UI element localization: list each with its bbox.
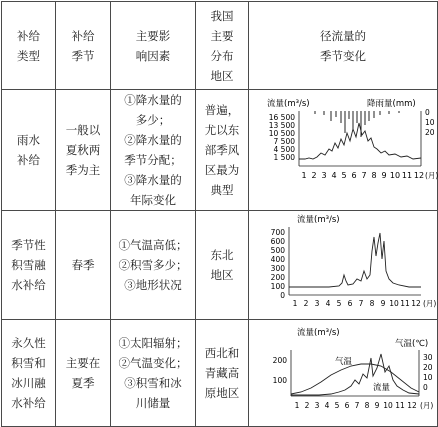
glacier-month-tick: 7 <box>354 401 360 410</box>
snowmelt-y-ticks <box>271 228 286 300</box>
glacier-y2-tick: 20 <box>423 363 433 372</box>
rain-month-unit: (月) <box>425 170 438 180</box>
glacier-month-tick: 5 <box>334 401 340 410</box>
glacier-y2-tick: 30 <box>423 353 433 362</box>
row-snowmelt-season: 春季 <box>56 211 111 320</box>
rain-y-tick: 10 500 <box>268 128 295 138</box>
glacier-y2-tick: 0 <box>423 383 428 392</box>
glacier-y-ticks <box>273 356 288 385</box>
snowmelt-month-tick: 6 <box>347 299 353 308</box>
rain-y2-tick: 20 <box>425 127 435 137</box>
header-seasonal-change: 径流量的 季节变化 <box>249 2 438 90</box>
glacier-month-tick: 9 <box>374 401 380 410</box>
glacier-month-tick: 1 <box>294 401 300 410</box>
rain-month-tick: 10 <box>389 170 401 180</box>
rain-month-tick: 3 <box>321 170 327 180</box>
rain-y2-tick: 0 <box>425 107 430 117</box>
rain-y-label: 流量(m³/s) <box>267 98 310 109</box>
glacier-runoff-chart <box>249 320 438 420</box>
row-snowmelt-region: 东北 地区 <box>196 211 249 320</box>
glacier-month-tick: 6 <box>344 401 350 410</box>
rain-y-ticks <box>269 113 295 162</box>
row-glacier-factors: ①太阳辐射； ②气温变化； ③积雪和冰 川储量 <box>111 320 196 427</box>
glacier-month-tick: 2 <box>304 401 310 410</box>
rain-y-tick: 16 500 <box>268 112 295 122</box>
snowmelt-y-tick: 500 <box>270 246 285 255</box>
runoff-supply-table <box>1 1 438 427</box>
snowmelt-y-tick: 700 <box>270 228 285 237</box>
table-row <box>2 90 438 211</box>
glacier-y-tick: 100 <box>272 376 287 385</box>
glacier-month-tick: 4 <box>324 401 330 410</box>
rain-month-tick: 7 <box>361 170 367 180</box>
table-row <box>2 211 438 320</box>
row-snowmelt-factors: ①气温高低； ②积雪多少； ③地形状况 <box>111 211 196 320</box>
rain-month-tick: 8 <box>371 170 377 180</box>
rain-month-tick: 4 <box>331 170 337 180</box>
row-rain-season: 一般以 夏秋两 季为主 <box>56 90 111 211</box>
table-row <box>2 320 438 427</box>
glacier-temp-series-label: 气温 <box>335 357 353 367</box>
glacier-month-tick: 3 <box>314 401 320 410</box>
rain-y-tick: 1 500 <box>273 152 295 162</box>
glacier-y2-ticks <box>423 353 433 392</box>
glacier-x-ticks <box>295 401 417 410</box>
snowmelt-chart-cell <box>249 211 438 320</box>
snowmelt-month-tick: 1 <box>292 299 298 308</box>
row-rain-factors: ①降水量的 多少； ②降水量的 季节分配； ③降水量的 年际变化 <box>111 90 196 211</box>
snowmelt-month-tick: 2 <box>303 299 309 308</box>
snowmelt-runoff-chart <box>249 211 438 313</box>
snowmelt-month-tick: 5 <box>336 299 342 308</box>
rain-month-tick: 6 <box>351 170 357 180</box>
rain-month-tick: 9 <box>381 170 387 180</box>
rain-month-tick: 12 <box>413 170 425 180</box>
glacier-month-tick: 11 <box>395 401 405 410</box>
glacier-flow-curve <box>291 354 419 395</box>
snowmelt-y-tick: 100 <box>270 282 285 291</box>
row-glacier-season: 主要在 夏季 <box>56 320 111 427</box>
snowmelt-month-tick: 4 <box>325 299 331 308</box>
rain-x-ticks <box>301 171 424 180</box>
header-row <box>2 2 438 90</box>
glacier-y2-label: 气温(℃) <box>395 339 429 349</box>
rain-flow-curve <box>299 123 421 159</box>
rain-month-tick: 1 <box>301 170 307 180</box>
glacier-month-unit: (月) <box>420 401 434 410</box>
rain-y-tick: 4 500 <box>273 144 295 154</box>
rain-y-tick: 13 500 <box>268 120 295 130</box>
glacier-temp-curve <box>291 364 419 394</box>
snowmelt-y-tick: 300 <box>270 264 285 273</box>
rain-y2-ticks <box>425 108 435 137</box>
row-glacier-type: 永久性 积雪和 冰川融 水补给 <box>2 320 56 427</box>
glacier-y2-tick: 10 <box>423 373 433 382</box>
snowmelt-month-unit: (月) <box>423 299 437 308</box>
snowmelt-y-tick: 400 <box>270 255 285 264</box>
rain-y-tick: 7 500 <box>273 136 295 146</box>
glacier-y-tick: 200 <box>272 356 287 365</box>
snowmelt-month-tick: 8 <box>369 299 375 308</box>
rain-chart-cell <box>249 90 438 211</box>
rain-month-tick: 11 <box>401 170 413 180</box>
row-snowmelt-type: 季节性 积雪融 水补给 <box>2 211 56 320</box>
snowmelt-y-tick: 600 <box>270 237 285 246</box>
glacier-month-tick: 12 <box>407 401 417 410</box>
snowmelt-month-tick: 12 <box>411 299 421 308</box>
glacier-y-label: 流量(m³/s) <box>297 328 340 338</box>
snowmelt-y-tick: 200 <box>270 273 285 282</box>
glacier-month-tick: 8 <box>364 401 370 410</box>
header-supply-season: 补给 季节 <box>56 2 111 90</box>
row-rain-region: 普遍， 尤以东 部季风 区最为 典型 <box>196 90 249 211</box>
rain-month-tick: 5 <box>341 170 347 180</box>
snowmelt-month-tick: 9 <box>380 299 386 308</box>
row-glacier-region: 西北和 青藏高 原地区 <box>196 320 249 427</box>
snowmelt-month-tick: 7 <box>358 299 364 308</box>
snowmelt-y-tick: 0 <box>280 291 285 300</box>
snowmelt-flow-curve <box>289 233 421 287</box>
snowmelt-month-tick: 11 <box>400 299 410 308</box>
header-distribution-region: 我国 主要 分布 地区 <box>196 2 249 90</box>
glacier-month-tick: 10 <box>383 401 393 410</box>
header-main-factors: 主要影 响因素 <box>111 2 196 90</box>
glacier-chart-cell <box>249 320 438 427</box>
rain-month-tick: 2 <box>311 170 317 180</box>
glacier-flow-series-label: 流量 <box>373 383 391 393</box>
rain-runoff-chart <box>249 93 438 202</box>
snowmelt-y-label: 流量(m³/s) <box>297 215 340 225</box>
rain-y2-label: 降雨量(mm) <box>367 98 416 109</box>
snowmelt-month-tick: 3 <box>314 299 320 308</box>
rain-y2-tick: 10 <box>425 117 435 127</box>
snowmelt-month-tick: 10 <box>389 299 399 308</box>
row-rain-type: 雨水 补给 <box>2 90 56 211</box>
header-supply-type: 补给 类型 <box>2 2 56 90</box>
snowmelt-x-ticks <box>293 299 421 308</box>
